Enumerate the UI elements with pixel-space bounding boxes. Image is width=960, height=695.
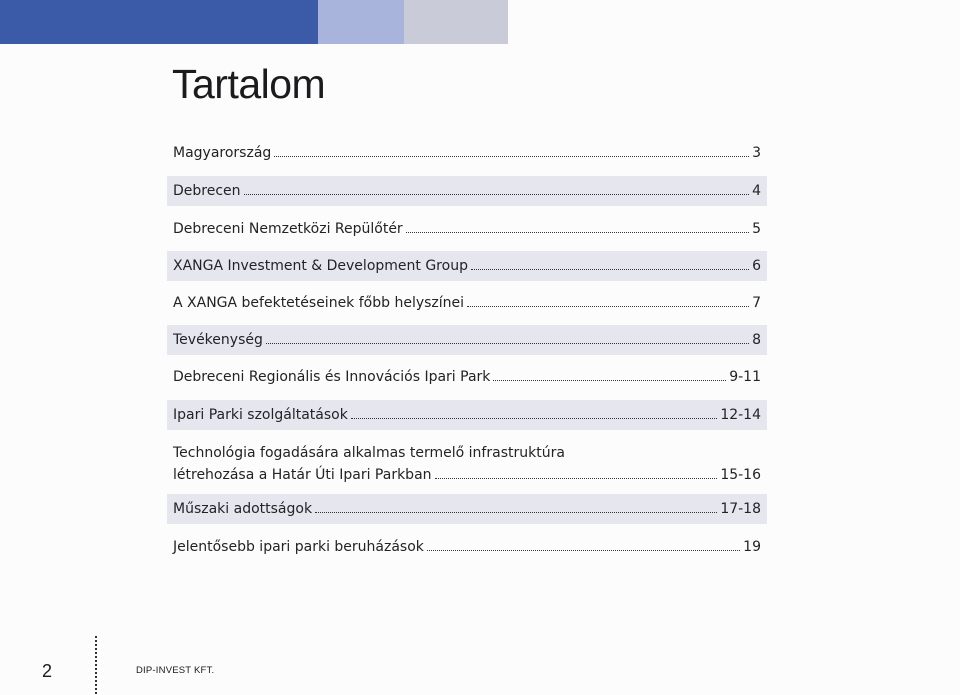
toc-entry[interactable]: [167, 214, 767, 244]
toc-entry[interactable]: [167, 288, 767, 318]
color-band-mid: [318, 0, 404, 44]
toc-dot-leader: [266, 343, 749, 344]
toc-entry-line: [173, 180, 761, 202]
toc-entry-page: 12-14: [720, 407, 761, 423]
toc-dot-leader: [427, 550, 740, 551]
toc-entry-page: 15-16: [720, 467, 761, 483]
toc-entry[interactable]: [167, 176, 767, 206]
footer-company-name: DIP-INVEST KFT.: [136, 665, 215, 676]
toc-entry-page: 17-18: [720, 501, 761, 517]
toc-entry-line: [173, 329, 761, 351]
toc-entry-title: Tevékenység: [173, 332, 263, 348]
toc-entry-line: [173, 464, 761, 486]
toc-entry-line: [173, 536, 761, 558]
toc-entry-title: Technológia fogadására alkalmas termelő infrastruktúra: [173, 445, 565, 461]
toc-dot-leader: [351, 418, 717, 419]
toc-entry-line: [173, 442, 761, 464]
color-band-light: [404, 0, 508, 44]
toc-entry-title: Műszaki adottságok: [173, 501, 313, 517]
toc-entry-page: 19: [743, 539, 761, 555]
page-title: Tartalom: [172, 61, 326, 107]
toc-entry-page: 9-11: [729, 369, 761, 385]
toc-dot-leader: [435, 478, 718, 479]
toc-entry[interactable]: [167, 494, 767, 524]
toc-entry-title: Debrecen: [173, 183, 241, 199]
toc-entry-line: [173, 498, 761, 520]
toc-entry[interactable]: [167, 438, 767, 490]
toc-dot-leader: [274, 156, 749, 157]
header-color-band: [0, 0, 508, 44]
toc-entry-line: [173, 218, 761, 240]
toc-entry[interactable]: [167, 400, 767, 430]
toc-entry[interactable]: [167, 251, 767, 281]
toc-entry-title: XANGA Investment & Development Group: [173, 258, 468, 274]
toc-dot-leader: [315, 512, 717, 513]
toc-dot-leader: [244, 194, 750, 195]
footer-page-number: 2: [42, 661, 53, 681]
toc-entry-page: 4: [752, 183, 761, 199]
toc-entry-title: Ipari Parki szolgáltatások: [173, 407, 348, 423]
toc-entry-title: létrehozása a Határ Úti Ipari Parkban: [173, 467, 432, 483]
toc-dot-leader: [493, 380, 726, 381]
toc-entry-title: Debreceni Regionális és Innovációs Ipari Park: [173, 369, 491, 385]
toc-entry[interactable]: [167, 362, 767, 392]
toc-entry-line: [173, 292, 761, 314]
toc-entry-line: [173, 404, 761, 426]
toc-entry[interactable]: [167, 532, 767, 562]
toc-entry-line: [173, 366, 761, 388]
footer-divider: [95, 636, 97, 694]
toc-entry-title: Magyarország: [173, 145, 272, 161]
toc-entry[interactable]: [167, 325, 767, 355]
toc-entry-page: 8: [752, 332, 761, 348]
color-band-dark: [0, 0, 318, 44]
toc-entry-line: [173, 255, 761, 277]
toc-entry-title: Jelentősebb ipari parki beruházások: [173, 539, 424, 555]
toc-dot-leader: [406, 232, 749, 233]
toc-dot-leader: [471, 269, 749, 270]
toc-entry-title: Debreceni Nemzetközi Repülőtér: [173, 221, 403, 237]
toc-entry[interactable]: [167, 138, 767, 168]
toc-entry-title: A XANGA befektetéseinek főbb helyszínei: [173, 295, 465, 311]
toc-dot-leader: [467, 306, 749, 307]
toc-entry-page: 5: [752, 221, 761, 237]
toc-entry-line: [173, 142, 761, 164]
toc-entry-page: 3: [752, 145, 761, 161]
toc-entry-page: 7: [752, 295, 761, 311]
toc-entry-page: 6: [752, 258, 761, 274]
